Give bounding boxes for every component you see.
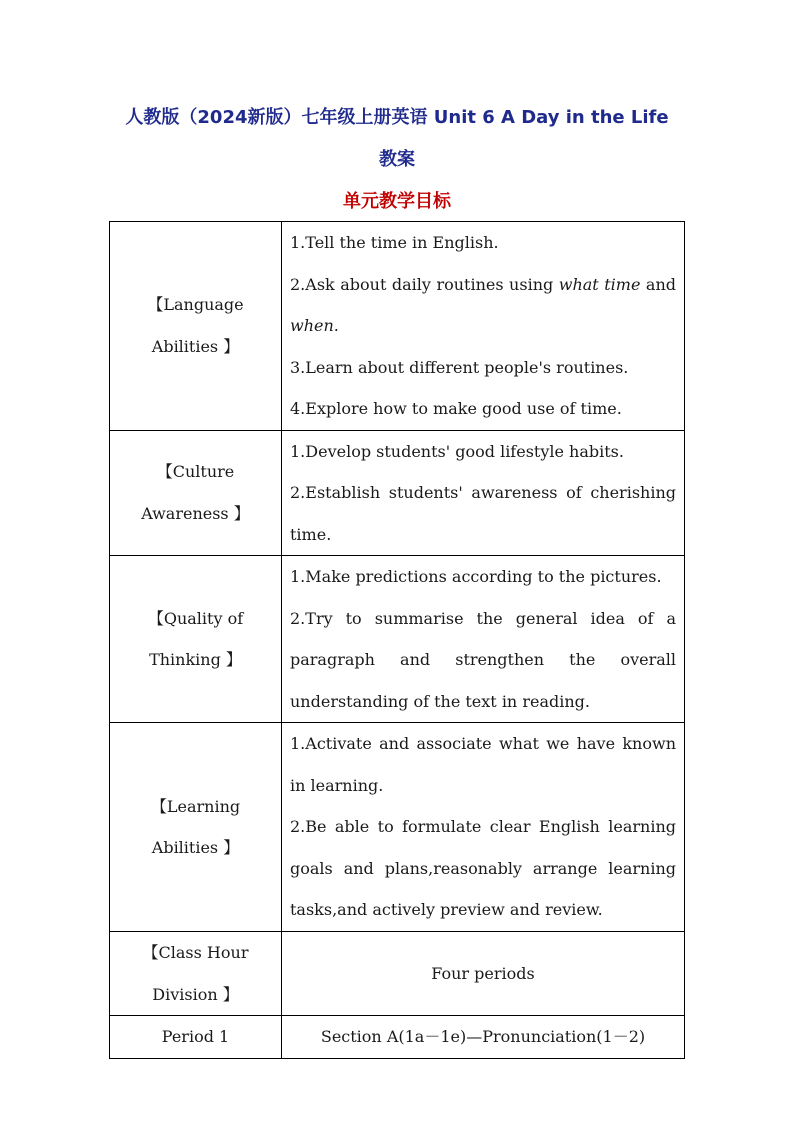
table-row	[110, 1016, 685, 1059]
row-label: 【Learning Abilities 】	[110, 723, 282, 932]
italic-text: what time	[558, 274, 641, 294]
row-label: 【Class Hour Division 】	[110, 932, 282, 1016]
list-item: 2.Be able to formulate clear English learning goals and plans,reasonably arrange learning tasks,and actively preview and review.	[290, 817, 676, 920]
list-item: 1.Activate and associate what we have known in learning.	[290, 734, 676, 795]
list-item: 1.Develop students' good lifestyle habits.	[290, 441, 624, 461]
text: and	[640, 274, 677, 294]
row-content: Four periods	[282, 932, 685, 1016]
row-label: 【Quality of Thinking 】	[110, 556, 282, 723]
list-item	[290, 264, 676, 347]
table-row	[110, 932, 685, 1016]
table-row	[110, 723, 685, 932]
row-content	[282, 556, 685, 723]
table-row	[110, 556, 685, 723]
section-title: 单元教学目标	[343, 191, 451, 212]
row-label: 【Language Abilities 】	[110, 222, 282, 431]
table-row	[110, 222, 685, 431]
row-content: Section A(1a－1e)—Pronunciation(1－2)	[282, 1016, 685, 1059]
list-item: 2.Establish students' awareness of cherishing time.	[290, 483, 676, 544]
list-item: 4.Explore how to make good use of time.	[290, 399, 622, 418]
italic-text: when	[290, 316, 334, 335]
row-label: Period 1	[110, 1016, 282, 1059]
document-subtitle: 教案	[379, 149, 415, 170]
list-item: 1.Make predictions according to the pictures.	[290, 567, 662, 586]
row-content	[282, 430, 685, 556]
objectives-table	[109, 221, 685, 1059]
row-label: 【Culture Awareness 】	[110, 430, 282, 556]
table-row	[110, 430, 685, 556]
list-item: 2.Try to summarise the general idea of a paragraph and strengthen the overall understanding of the text in reading.	[290, 608, 676, 711]
row-content	[282, 222, 685, 431]
row-content	[282, 723, 685, 932]
document-title: 人教版（2024新版）七年级上册英语 Unit 6 A Day in the Life	[125, 107, 669, 128]
list-item: 3.Learn about different people's routines.	[290, 357, 629, 377]
text: 2.Ask about daily routines using	[290, 274, 559, 294]
text: .	[333, 316, 339, 335]
list-item: 1.Tell the time in English.	[290, 233, 499, 252]
